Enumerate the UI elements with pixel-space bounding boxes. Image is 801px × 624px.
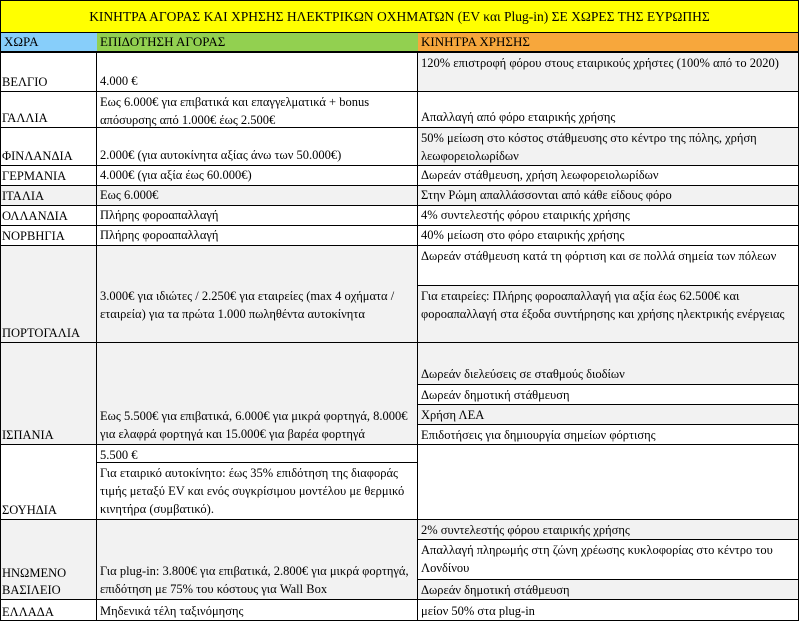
purchase-cell-sweden-1 [97, 444, 418, 462]
country-cell-germany: ΓΕΡΜΑΝΙΑ [0, 165, 97, 185]
purchase-cell-germany [97, 165, 418, 185]
purchase-text: Εως 6.000€ για επιβατικά και επαγγελματικά + bonus απόσυρσης από 1.000€ έως 2.500€ [100, 95, 370, 127]
usage-cell-uk-2: Απαλλαγή πληρωμής στη ζώνη χρέωσης κυκλοφορίας στο κέντρο του Λονδίνου [418, 539, 799, 579]
usage-cell-france [418, 91, 799, 127]
purchase-text: Πλήρης φοροαπαλλαγή [100, 228, 219, 242]
purchase-text: 3.000€ για ιδιώτες / 2.250€ για εταιρείες (max 4 οχήματα /εταιρεία) για τα πρώτα 1.000 πωληθέντα αυτοκίνητα [100, 289, 395, 321]
header-country: ΧΩΡΑ [0, 33, 97, 52]
purchase-cell-france [97, 91, 418, 127]
country-cell-belgium: ΒΕΛΓΙΟ [0, 52, 97, 91]
usage-text: Δωρεάν στάθμευση, χρήση λεωφορειολωρίδων [421, 168, 659, 182]
usage-cell-spain-4: Επιδοτήσεις για δημιουργία σημείων φόρτισης [418, 424, 799, 444]
usage-cell-uk-3: Δωρεάν δημοτική στάθμευση [418, 579, 799, 599]
country-cell-greece: ΕΛΛΑΔΑ [0, 599, 97, 621]
usage-text: 40% μείωση στο φόρο εταιρικής χρήσης [421, 228, 625, 242]
purchase-cell-uk [97, 519, 418, 599]
purchase-cell-italy [97, 185, 418, 205]
country-cell-portugal: ΠΟΡΤΟΓΑΛΙΑ [0, 245, 97, 342]
usage-cell-italy [418, 185, 799, 205]
purchase-text: Για plug-in: 3.800€ για επιβατικά, 2.800€ για μικρά φορτηγά, επιδότηση με 75% του κόστους για Wall Box [100, 564, 409, 596]
table-title: ΚΙΝΗΤΡΑ ΑΓΟΡΑΣ ΚΑΙ ΧΡΗΣΗΣ ΗΛΕΚΤΡΙΚΩΝ ΟΧΗΜΑΤΩΝ (EV και Plug-in) ΣΕ ΧΩΡΕΣ ΤΗΣ ΕΥΡΩΠΗΣ [0, 0, 799, 33]
country-cell-sweden: ΣΟΥΗΔΙΑ [0, 444, 97, 519]
usage-cell-netherlands [418, 205, 799, 225]
purchase-cell-belgium [97, 52, 418, 91]
country-cell-france: ΓΑΛΛΙΑ [0, 91, 97, 127]
country-cell-netherlands: ΟΛΛΑΝΔΙΑ [0, 205, 97, 225]
usage-cell-sweden [418, 444, 799, 519]
purchase-cell-spain [97, 342, 418, 444]
usage-cell-germany [418, 165, 799, 185]
country-cell-uk: ΗΝΩΜΕΝΟ ΒΑΣΙΛΕΙΟ [0, 519, 97, 599]
purchase-text: 2.000€ (για αυτοκίνητα αξίας άνω των 50.000€) [100, 148, 342, 162]
purchase-text: 5.500 € [100, 448, 138, 462]
usage-cell-norway [418, 225, 799, 245]
purchase-text: Μηδενικά τέλη ταξινόμησης [100, 604, 244, 618]
usage-cell-spain-1 [418, 342, 799, 384]
header-purchase: ΕΠΙΔΟΤΗΣΗ ΑΓΟΡΑΣ [97, 33, 418, 52]
purchase-text: Για εταιρικό αυτοκίνητο: έως 35% επιδότηση της διαφοράς τιμής μεταξύ EV και ενός συγκρίσιμου μοντέλου με θερμικό κινητήρα (συμβατικό). [100, 466, 405, 516]
purchase-cell-finland [97, 127, 418, 165]
header-usage: ΚΙΝΗΤΡΑ ΧΡΗΣΗΣ [418, 33, 799, 52]
usage-cell-portugal-1: Δωρεάν στάθμευση κατά τη φόρτιση και σε πολλά σημεία των πόλεων [418, 245, 799, 285]
purchase-cell-greece [97, 599, 418, 621]
country-cell-italy: ΙΤΑΛΙΑ [0, 185, 97, 205]
usage-cell-greece [418, 599, 799, 621]
usage-cell-spain-2: Δωρεάν δημοτική στάθμευση [418, 384, 799, 404]
purchase-text: 4.000 € [100, 74, 138, 88]
purchase-cell-netherlands [97, 205, 418, 225]
usage-cell-finland: 50% μείωση στο κόστος στάθμευσης στο κέντρο της πόλης, χρήση λεωφορειολωρίδων [418, 127, 799, 165]
usage-cell-spain-3: Χρήση ΛΕΑ [418, 404, 799, 424]
usage-cell-portugal-2: Για εταιρείες: Πλήρης φοροαπαλλαγή για αξία έως 62.500€ και φοροαπαλλαγή στα έξοδα συντήρησης και χρήσης ηλεκτρικής ενέργειας [418, 285, 799, 342]
usage-text: Δωρεάν διελεύσεις σε σταθμούς διοδίων [421, 367, 625, 381]
purchase-text: Εως 5.500€ για επιβατικά, 6.000€ για μικρά φορτηγά, 8.000€ για ελαφρά φορτηγά και 15.000€ για βαρέα φορτηγά [100, 409, 408, 441]
purchase-text: Εως 6.000€ [100, 188, 159, 202]
usage-text: 4% συντελεστής φόρου εταιρικής χρήσης [421, 208, 630, 222]
usage-text: Στην Ρώμη απαλλάσσονται από κάθε είδους φόρο [421, 188, 672, 202]
purchase-cell-portugal [97, 245, 418, 342]
purchase-cell-sweden-2 [97, 462, 418, 519]
country-cell-spain: ΙΣΠΑΝΙΑ [0, 342, 97, 444]
usage-cell-belgium: 120% επιστροφή φόρου στους εταιρικούς χρήστες (100% από το 2020) [418, 52, 799, 91]
purchase-text: Πλήρης φοροαπαλλαγή [100, 208, 219, 222]
usage-text: μείον 50% στα plug-in [421, 604, 535, 618]
usage-text: Απαλλαγή από φόρο εταιρικής χρήσης [421, 110, 616, 124]
purchase-cell-norway [97, 225, 418, 245]
country-cell-finland: ΦΙΝΛΑΝΔΙΑ [0, 127, 97, 165]
purchase-text: 4.000€ (για αξία έως 60.000€) [100, 168, 252, 182]
country-cell-norway: ΝΟΡΒΗΓΙΑ [0, 225, 97, 245]
usage-cell-uk-1: 2% συντελεστής φόρου εταιρικής χρήσης [418, 519, 799, 539]
